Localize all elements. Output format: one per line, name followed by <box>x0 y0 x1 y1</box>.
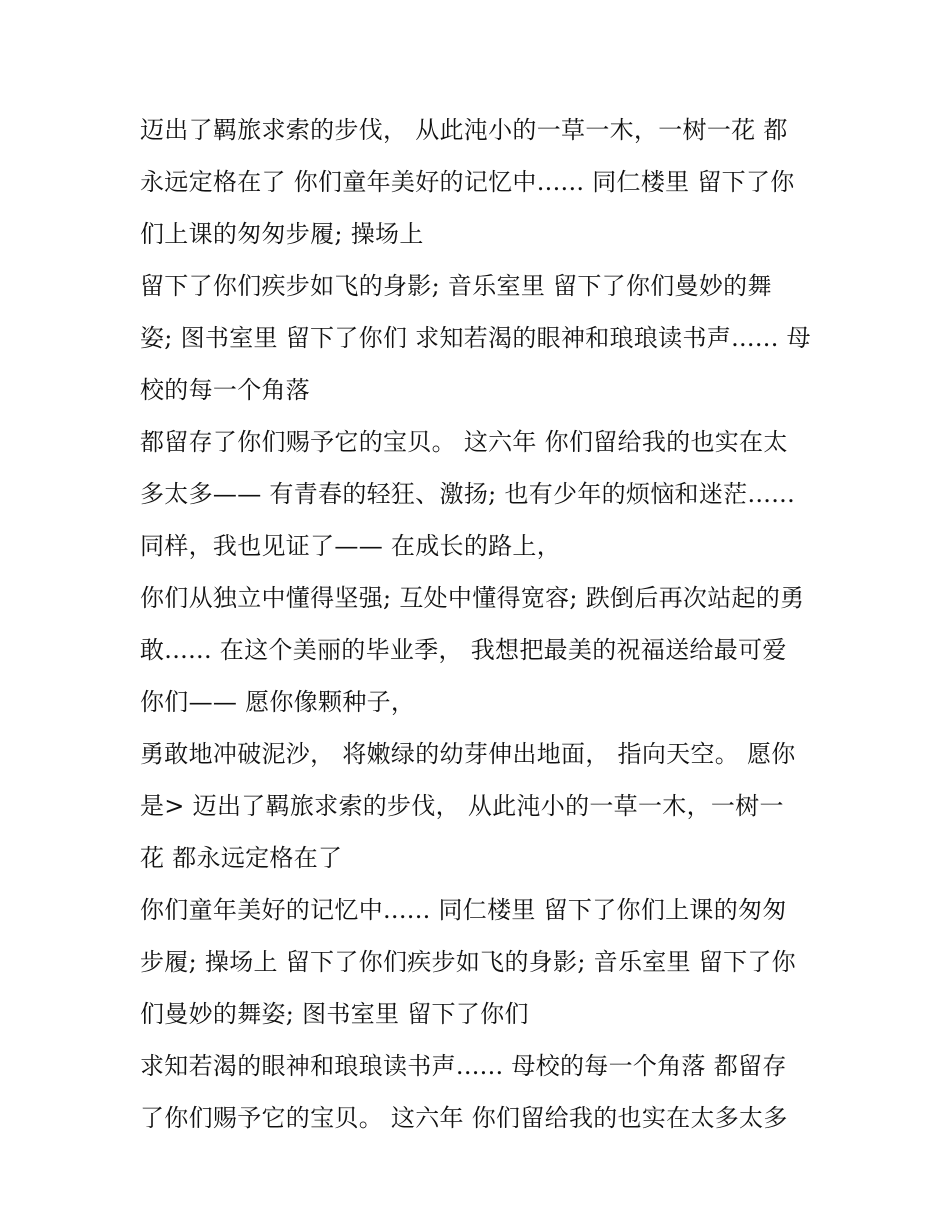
text-line: 花 都永远定格在了 <box>140 844 343 872</box>
text-line: 迈出了羁旅求索的步伐， 从此沌小的一草一木，一树一花 都 <box>140 116 788 144</box>
text-line: 永远定格在了 你们童年美好的记忆中...... 同仁楼里 留下了你 <box>140 168 795 196</box>
text-line: 是> 迈出了羁旅求索的步伐， 从此沌小的一草一木，一树一 <box>140 792 784 820</box>
text-line: 校的每一个角落 <box>140 376 311 404</box>
text-line: 多太多—— 有青春的轻狂、激扬; 也有少年的烦恼和迷茫...... <box>140 480 796 508</box>
text-line: 求知若渴的眼神和琅琅读书声...... 母校的每一个角落 都留存 <box>140 1052 787 1080</box>
text-line: 们上课的匆匆步履; 操场上 <box>140 220 424 248</box>
text-line: 你们童年美好的记忆中...... 同仁楼里 留下了你们上课的匆匆 <box>140 896 787 924</box>
text-line: 姿; 图书室里 留下了你们 求知若渴的眼神和琅琅读书声...... 母 <box>140 324 811 352</box>
text-line: 你们从独立中懂得坚强; 互处中懂得宽容; 跌倒后再次站起的勇 <box>140 584 805 612</box>
text-line: 你们—— 愿你像颗种子， <box>140 688 416 716</box>
text-line: 同样，我也见证了—— 在成长的路上， <box>140 532 562 560</box>
body-text <box>140 108 820 1148</box>
text-line: 步履; 操场上 留下了你们疾步如飞的身影; 音乐室里 留下了你 <box>140 948 796 976</box>
text-line: 留下了你们疾步如飞的身影; 音乐室里 留下了你们曼妙的舞 <box>140 272 772 300</box>
text-line: 们曼妙的舞姿; 图书室里 留下了你们 <box>140 1000 529 1028</box>
text-line: 了你们赐予它的宝贝。 这六年 你们留给我的也实在太多太多 <box>140 1104 788 1132</box>
text-line: 敢...... 在这个美丽的毕业季， 我想把最美的祝福送给最可爱 <box>140 636 787 664</box>
text-line: 都留存了你们赐予它的宝贝。 这六年 你们留给我的也实在太 <box>140 428 788 456</box>
text-line: 勇敢地冲破泥沙， 将嫩绿的幼芽伸出地面， 指向天空。 愿你 <box>140 740 796 768</box>
